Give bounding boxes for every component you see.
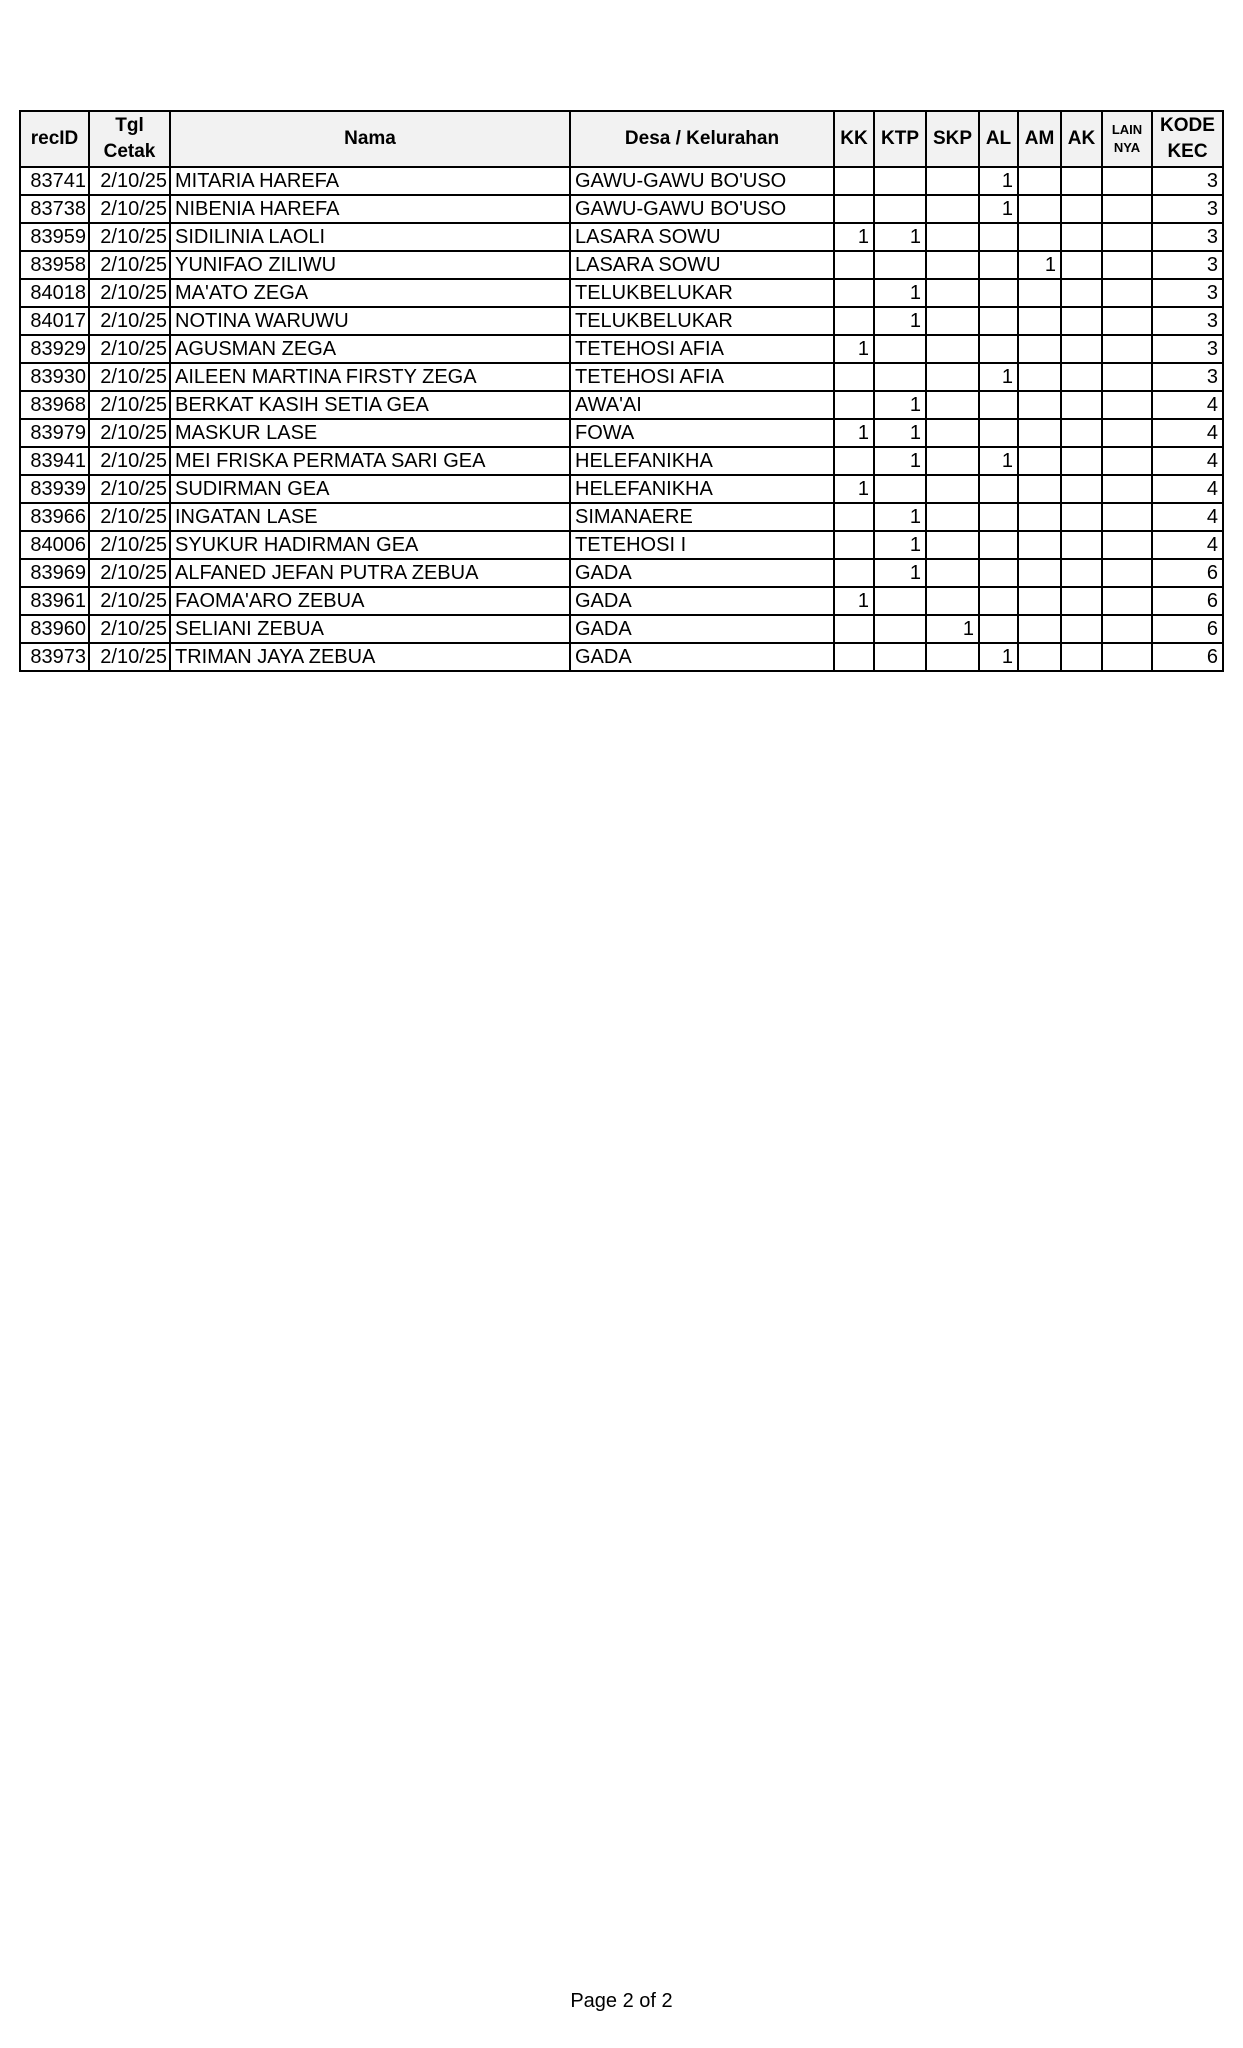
cell-ak: [1061, 559, 1102, 587]
cell-ktp: [874, 335, 926, 363]
table-row: [20, 167, 1223, 195]
cell-ak: [1061, 251, 1102, 279]
cell-tgl-cetak: 2/10/25: [89, 223, 170, 251]
header-lain-line2: NYA: [1113, 140, 1141, 155]
cell-tgl-cetak: 2/10/25: [89, 391, 170, 419]
cell-kk: [834, 195, 874, 223]
cell-nama: SUDIRMAN GEA: [170, 475, 570, 503]
cell-lainnya: [1102, 503, 1152, 531]
cell-recid: 84006: [20, 531, 89, 559]
cell-al: [979, 223, 1018, 251]
cell-recid: 83960: [20, 615, 89, 643]
cell-am: [1018, 587, 1061, 615]
cell-kk: [834, 503, 874, 531]
cell-recid: 83968: [20, 391, 89, 419]
cell-lainnya: [1102, 587, 1152, 615]
cell-al: [979, 559, 1018, 587]
cell-recid: 84018: [20, 279, 89, 307]
cell-al: [979, 391, 1018, 419]
cell-nama: FAOMA'ARO ZEBUA: [170, 587, 570, 615]
table-row: [20, 251, 1223, 279]
table-row: [20, 587, 1223, 615]
cell-am: [1018, 419, 1061, 447]
header-skp: SKP: [926, 111, 979, 167]
cell-desa: LASARA SOWU: [570, 223, 834, 251]
cell-ak: [1061, 587, 1102, 615]
cell-kode-kec: 6: [1152, 643, 1223, 671]
header-al: AL: [979, 111, 1018, 167]
cell-am: [1018, 447, 1061, 475]
cell-ak: [1061, 279, 1102, 307]
cell-lainnya: [1102, 643, 1152, 671]
cell-recid: 83930: [20, 363, 89, 391]
cell-recid: 83969: [20, 559, 89, 587]
table-row: [20, 195, 1223, 223]
cell-kk: [834, 643, 874, 671]
cell-recid: 83941: [20, 447, 89, 475]
cell-nama: SIDILINIA LAOLI: [170, 223, 570, 251]
table-row: [20, 279, 1223, 307]
cell-ktp: [874, 643, 926, 671]
cell-kk: [834, 391, 874, 419]
header-kode-line1: KODE: [1160, 115, 1215, 136]
cell-kode-kec: 6: [1152, 587, 1223, 615]
cell-kk: [834, 531, 874, 559]
header-ktp: KTP: [874, 111, 926, 167]
cell-recid: 83939: [20, 475, 89, 503]
cell-desa: TETEHOSI AFIA: [570, 363, 834, 391]
cell-am: [1018, 559, 1061, 587]
cell-al: [979, 419, 1018, 447]
cell-nama: SELIANI ZEBUA: [170, 615, 570, 643]
cell-skp: [926, 167, 979, 195]
cell-desa: TELUKBELUKAR: [570, 279, 834, 307]
cell-al: [979, 307, 1018, 335]
cell-tgl-cetak: 2/10/25: [89, 615, 170, 643]
cell-tgl-cetak: 2/10/25: [89, 335, 170, 363]
cell-ak: [1061, 615, 1102, 643]
cell-nama: AGUSMAN ZEGA: [170, 335, 570, 363]
page-number: Page 2 of 2: [570, 1990, 673, 2012]
table-row: [20, 531, 1223, 559]
cell-skp: [926, 251, 979, 279]
cell-desa: HELEFANIKHA: [570, 475, 834, 503]
table-header: [20, 111, 1223, 167]
cell-nama: TRIMAN JAYA ZEBUA: [170, 643, 570, 671]
cell-tgl-cetak: 2/10/25: [89, 587, 170, 615]
cell-desa: HELEFANIKHA: [570, 447, 834, 475]
cell-lainnya: [1102, 559, 1152, 587]
cell-tgl-cetak: 2/10/25: [89, 195, 170, 223]
cell-kode-kec: 4: [1152, 419, 1223, 447]
cell-nama: INGATAN LASE: [170, 503, 570, 531]
cell-lainnya: [1102, 307, 1152, 335]
cell-skp: [926, 419, 979, 447]
cell-am: [1018, 643, 1061, 671]
cell-lainnya: [1102, 475, 1152, 503]
cell-kode-kec: 4: [1152, 503, 1223, 531]
cell-skp: [926, 195, 979, 223]
cell-recid: 83973: [20, 643, 89, 671]
cell-ak: [1061, 643, 1102, 671]
cell-recid: 83738: [20, 195, 89, 223]
cell-lainnya: [1102, 167, 1152, 195]
header-row: [20, 111, 1223, 167]
cell-lainnya: [1102, 531, 1152, 559]
cell-kk: [834, 167, 874, 195]
cell-lainnya: [1102, 447, 1152, 475]
cell-ktp: 1: [874, 279, 926, 307]
cell-kk: [834, 363, 874, 391]
cell-lainnya: [1102, 251, 1152, 279]
table-row: [20, 615, 1223, 643]
cell-nama: MEI FRISKA PERMATA SARI GEA: [170, 447, 570, 475]
cell-kode-kec: 3: [1152, 279, 1223, 307]
cell-am: [1018, 307, 1061, 335]
cell-al: 1: [979, 195, 1018, 223]
cell-nama: BERKAT KASIH SETIA GEA: [170, 391, 570, 419]
cell-tgl-cetak: 2/10/25: [89, 559, 170, 587]
cell-kode-kec: 3: [1152, 251, 1223, 279]
cell-ak: [1061, 223, 1102, 251]
cell-skp: [926, 335, 979, 363]
cell-ktp: 1: [874, 559, 926, 587]
table-body: [20, 167, 1223, 671]
header-lainnya: [1102, 111, 1152, 167]
cell-ktp: 1: [874, 531, 926, 559]
cell-desa: LASARA SOWU: [570, 251, 834, 279]
cell-ktp: 1: [874, 447, 926, 475]
table-row: [20, 447, 1223, 475]
cell-ak: [1061, 335, 1102, 363]
cell-desa: GAWU-GAWU BO'USO: [570, 195, 834, 223]
cell-recid: 84017: [20, 307, 89, 335]
cell-lainnya: [1102, 279, 1152, 307]
cell-ktp: 1: [874, 503, 926, 531]
cell-nama: ALFANED JEFAN PUTRA ZEBUA: [170, 559, 570, 587]
table-row: [20, 643, 1223, 671]
cell-desa: SIMANAERE: [570, 503, 834, 531]
cell-kk: [834, 307, 874, 335]
cell-ktp: [874, 363, 926, 391]
cell-ak: [1061, 475, 1102, 503]
cell-desa: TELUKBELUKAR: [570, 307, 834, 335]
cell-al: 1: [979, 447, 1018, 475]
cell-kk: 1: [834, 223, 874, 251]
cell-tgl-cetak: 2/10/25: [89, 279, 170, 307]
cell-desa: GADA: [570, 587, 834, 615]
cell-lainnya: [1102, 363, 1152, 391]
cell-ak: [1061, 503, 1102, 531]
cell-ktp: [874, 251, 926, 279]
cell-kk: 1: [834, 335, 874, 363]
cell-ak: [1061, 419, 1102, 447]
cell-desa: GAWU-GAWU BO'USO: [570, 167, 834, 195]
cell-tgl-cetak: 2/10/25: [89, 531, 170, 559]
cell-al: 1: [979, 643, 1018, 671]
cell-nama: MITARIA HAREFA: [170, 167, 570, 195]
cell-am: [1018, 391, 1061, 419]
cell-ktp: [874, 587, 926, 615]
cell-ktp: [874, 475, 926, 503]
header-nama: Nama: [170, 111, 570, 167]
cell-kk: 1: [834, 419, 874, 447]
cell-tgl-cetak: 2/10/25: [89, 419, 170, 447]
cell-nama: MASKUR LASE: [170, 419, 570, 447]
header-ak: AK: [1061, 111, 1102, 167]
cell-ktp: 1: [874, 391, 926, 419]
header-kode-kec: [1152, 111, 1223, 167]
cell-skp: [926, 503, 979, 531]
cell-kode-kec: 3: [1152, 223, 1223, 251]
cell-skp: [926, 531, 979, 559]
cell-am: [1018, 279, 1061, 307]
cell-am: 1: [1018, 251, 1061, 279]
cell-nama: NOTINA WARUWU: [170, 307, 570, 335]
cell-al: [979, 279, 1018, 307]
cell-kk: 1: [834, 475, 874, 503]
cell-ktp: [874, 195, 926, 223]
header-kk: KK: [834, 111, 874, 167]
cell-kode-kec: 4: [1152, 391, 1223, 419]
header-tgl-cetak: [89, 111, 170, 167]
table-row: [20, 363, 1223, 391]
table-row: [20, 223, 1223, 251]
cell-ktp: 1: [874, 419, 926, 447]
cell-tgl-cetak: 2/10/25: [89, 503, 170, 531]
cell-recid: 83961: [20, 587, 89, 615]
cell-am: [1018, 363, 1061, 391]
header-tgl-line2: Cetak: [103, 141, 156, 162]
cell-al: [979, 615, 1018, 643]
table-row: [20, 503, 1223, 531]
cell-desa: FOWA: [570, 419, 834, 447]
cell-skp: [926, 559, 979, 587]
cell-am: [1018, 531, 1061, 559]
cell-skp: [926, 391, 979, 419]
report-table: [19, 110, 1224, 672]
cell-lainnya: [1102, 419, 1152, 447]
header-am: AM: [1018, 111, 1061, 167]
cell-al: [979, 475, 1018, 503]
cell-am: [1018, 167, 1061, 195]
cell-tgl-cetak: 2/10/25: [89, 167, 170, 195]
table-row: [20, 307, 1223, 335]
cell-kk: [834, 615, 874, 643]
cell-desa: TETEHOSI I: [570, 531, 834, 559]
cell-tgl-cetak: 2/10/25: [89, 307, 170, 335]
cell-skp: [926, 307, 979, 335]
cell-lainnya: [1102, 391, 1152, 419]
cell-recid: 83958: [20, 251, 89, 279]
cell-al: 1: [979, 167, 1018, 195]
cell-skp: [926, 447, 979, 475]
cell-tgl-cetak: 2/10/25: [89, 643, 170, 671]
cell-recid: 83929: [20, 335, 89, 363]
cell-ktp: 1: [874, 223, 926, 251]
cell-kode-kec: 4: [1152, 531, 1223, 559]
cell-desa: GADA: [570, 559, 834, 587]
cell-nama: MA'ATO ZEGA: [170, 279, 570, 307]
table-row: [20, 419, 1223, 447]
cell-skp: [926, 223, 979, 251]
cell-am: [1018, 195, 1061, 223]
cell-skp: [926, 475, 979, 503]
cell-ak: [1061, 531, 1102, 559]
cell-skp: [926, 643, 979, 671]
cell-lainnya: [1102, 335, 1152, 363]
cell-al: [979, 251, 1018, 279]
cell-recid: 83959: [20, 223, 89, 251]
cell-kode-kec: 3: [1152, 335, 1223, 363]
cell-kk: [834, 447, 874, 475]
cell-desa: GADA: [570, 643, 834, 671]
table-row: [20, 559, 1223, 587]
cell-tgl-cetak: 2/10/25: [89, 447, 170, 475]
cell-tgl-cetak: 2/10/25: [89, 363, 170, 391]
header-desa: Desa / Kelurahan: [570, 111, 834, 167]
cell-ktp: [874, 615, 926, 643]
cell-kode-kec: 4: [1152, 447, 1223, 475]
table-row: [20, 475, 1223, 503]
cell-kode-kec: 6: [1152, 615, 1223, 643]
cell-skp: [926, 363, 979, 391]
table-row: [20, 391, 1223, 419]
cell-ak: [1061, 391, 1102, 419]
cell-am: [1018, 335, 1061, 363]
cell-kode-kec: 3: [1152, 363, 1223, 391]
cell-tgl-cetak: 2/10/25: [89, 475, 170, 503]
cell-am: [1018, 475, 1061, 503]
cell-desa: GADA: [570, 615, 834, 643]
cell-ak: [1061, 195, 1102, 223]
cell-kk: [834, 279, 874, 307]
header-lain-line1: LAIN: [1111, 122, 1143, 137]
cell-lainnya: [1102, 223, 1152, 251]
cell-am: [1018, 503, 1061, 531]
cell-al: [979, 335, 1018, 363]
cell-al: [979, 531, 1018, 559]
cell-kk: [834, 559, 874, 587]
cell-kk: [834, 251, 874, 279]
cell-skp: [926, 587, 979, 615]
cell-nama: AILEEN MARTINA FIRSTY ZEGA: [170, 363, 570, 391]
cell-ak: [1061, 363, 1102, 391]
cell-al: [979, 503, 1018, 531]
cell-al: 1: [979, 363, 1018, 391]
cell-skp: 1: [926, 615, 979, 643]
cell-am: [1018, 223, 1061, 251]
cell-ak: [1061, 167, 1102, 195]
cell-ak: [1061, 307, 1102, 335]
header-kode-line2: KEC: [1167, 141, 1208, 162]
cell-tgl-cetak: 2/10/25: [89, 251, 170, 279]
cell-nama: SYUKUR HADIRMAN GEA: [170, 531, 570, 559]
cell-al: [979, 587, 1018, 615]
cell-am: [1018, 615, 1061, 643]
cell-ktp: [874, 167, 926, 195]
cell-kode-kec: 3: [1152, 195, 1223, 223]
table-row: [20, 335, 1223, 363]
cell-recid: 83741: [20, 167, 89, 195]
cell-kode-kec: 6: [1152, 559, 1223, 587]
cell-lainnya: [1102, 195, 1152, 223]
cell-ak: [1061, 447, 1102, 475]
cell-lainnya: [1102, 615, 1152, 643]
cell-nama: NIBENIA HAREFA: [170, 195, 570, 223]
cell-desa: TETEHOSI AFIA: [570, 335, 834, 363]
cell-kk: 1: [834, 587, 874, 615]
cell-kode-kec: 3: [1152, 307, 1223, 335]
cell-ktp: 1: [874, 307, 926, 335]
cell-kode-kec: 3: [1152, 167, 1223, 195]
cell-recid: 83979: [20, 419, 89, 447]
cell-skp: [926, 279, 979, 307]
header-recid: recID: [20, 111, 89, 167]
cell-kode-kec: 4: [1152, 475, 1223, 503]
cell-nama: YUNIFAO ZILIWU: [170, 251, 570, 279]
header-tgl-line1: Tgl: [115, 115, 144, 136]
cell-desa: AWA'AI: [570, 391, 834, 419]
cell-recid: 83966: [20, 503, 89, 531]
